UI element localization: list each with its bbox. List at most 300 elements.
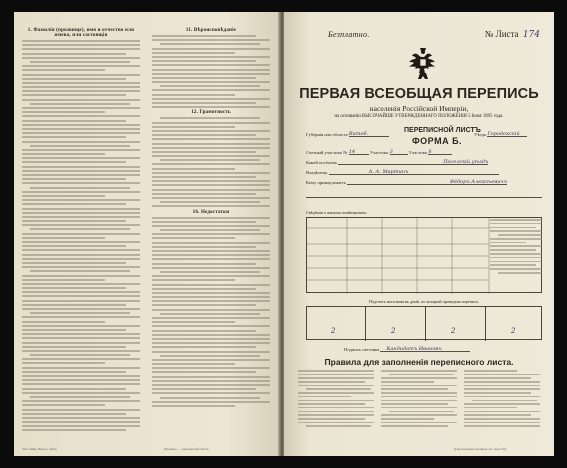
text-line (152, 367, 270, 369)
text-line (381, 407, 457, 409)
text-line (22, 82, 140, 84)
text-line (306, 425, 371, 427)
right-page (284, 12, 554, 456)
text-line (160, 355, 260, 357)
rules-column-3 (464, 370, 540, 429)
text-line (152, 106, 270, 108)
text-line (464, 411, 540, 413)
province-label: Губернія или область (306, 132, 348, 137)
text-line (298, 422, 374, 424)
count-divider (365, 307, 366, 341)
text-line (381, 392, 457, 394)
text-line (152, 205, 270, 207)
text-line (381, 425, 448, 427)
rules-column-1 (298, 370, 374, 429)
text-line (152, 250, 270, 252)
province-value: Витеб. (348, 131, 369, 137)
text-line (152, 359, 270, 361)
text-line (22, 90, 140, 92)
free-stamp: Безплатно. (328, 30, 370, 39)
sheet-number (485, 29, 540, 40)
text-line (152, 309, 270, 311)
text-line (22, 128, 140, 130)
text-line (152, 279, 235, 281)
text-line (30, 270, 130, 272)
text-line (152, 292, 270, 294)
text-line (22, 153, 105, 155)
text-line (152, 401, 270, 403)
text-line (22, 275, 140, 277)
text-line (22, 249, 140, 251)
text-line (160, 159, 260, 161)
text-line (22, 262, 126, 264)
text-line (152, 225, 270, 227)
text-line (152, 69, 270, 71)
population-count-table (306, 306, 542, 340)
text-line (152, 246, 256, 248)
text-line (152, 134, 256, 136)
text-line (160, 271, 260, 273)
counter-label: Счетный участокъ № (306, 150, 348, 155)
text-line (152, 296, 270, 298)
text-line (22, 157, 140, 159)
col2-heading-b: 12. Грамотность (191, 110, 231, 116)
text-line (152, 392, 270, 394)
text-line (490, 227, 536, 229)
text-line (464, 374, 540, 376)
text-line (22, 78, 126, 80)
text-line (22, 166, 140, 168)
text-line (464, 422, 540, 424)
text-line (22, 329, 126, 331)
text-line (152, 81, 270, 83)
text-line (22, 379, 140, 381)
text-line (464, 377, 531, 379)
text-line (160, 313, 260, 315)
text-line (22, 57, 140, 59)
text-line (22, 170, 140, 172)
text-line (22, 337, 140, 339)
text-line (22, 120, 126, 122)
text-line (152, 233, 270, 235)
text-line (160, 117, 260, 119)
text-line (22, 124, 140, 126)
text-line (22, 107, 140, 109)
text-line (22, 161, 126, 163)
text-line (22, 65, 140, 67)
text-line (389, 374, 454, 376)
rules-title: Правила для заполненія переписного листа. (324, 357, 514, 367)
text-line (490, 257, 542, 259)
text-line (22, 149, 140, 151)
text-line (298, 403, 365, 405)
text-line (152, 180, 270, 182)
left-footer-right: Правила — переписной листъ (164, 447, 209, 451)
text-line (22, 195, 105, 197)
text-line (22, 53, 126, 55)
text-line (152, 217, 270, 219)
signature-value: Кандидатъ Ивановъ (386, 346, 442, 352)
text-line (30, 61, 130, 63)
text-line (152, 351, 270, 353)
text-line (298, 414, 374, 416)
text-line (490, 261, 542, 263)
text-line (490, 230, 542, 232)
imperial-eagle-icon (406, 46, 440, 82)
text-line (152, 263, 256, 265)
text-line (381, 403, 448, 405)
text-line (152, 325, 270, 327)
text-line (381, 396, 457, 398)
text-line (152, 384, 270, 386)
form-filler-lines (306, 192, 542, 198)
precinct-value: 8 (428, 149, 432, 155)
text-line (152, 184, 270, 186)
instruction-box (490, 219, 542, 289)
text-line (30, 354, 130, 356)
text-line (381, 370, 457, 372)
district-value: Городокскій (487, 131, 520, 137)
text-line (152, 126, 235, 128)
text-line (381, 388, 448, 390)
text-line (152, 35, 256, 37)
district-label: Уѣздъ (474, 132, 487, 137)
text-line (152, 48, 270, 50)
text-line (22, 342, 140, 344)
text-line (152, 172, 270, 174)
form-letter: ФОРМА Б. (412, 136, 463, 146)
text-line (22, 99, 140, 101)
count-divider (425, 307, 426, 341)
text-line (22, 367, 140, 369)
counter-value: 14 (348, 149, 356, 155)
text-line (152, 64, 270, 66)
signature-label: Подпись счетчика (344, 347, 380, 352)
count-value: 2 (511, 327, 516, 335)
text-line (472, 400, 537, 402)
text-line (152, 330, 256, 332)
text-line (152, 197, 270, 199)
text-line (22, 241, 140, 243)
text-line (298, 377, 374, 379)
sheet-label: № Листа (484, 29, 519, 39)
text-line (22, 174, 140, 176)
text-line (22, 295, 140, 297)
district-row (474, 131, 527, 137)
text-line (152, 77, 256, 79)
text-line (490, 268, 542, 270)
text-line (22, 308, 140, 310)
text-line (22, 287, 126, 289)
text-line (152, 151, 256, 153)
province-row (306, 131, 389, 137)
text-line (152, 98, 270, 100)
counter2-value: 3 (389, 149, 393, 155)
text-line (152, 130, 270, 132)
text-line (160, 229, 260, 231)
text-line (22, 400, 140, 402)
text-line (30, 187, 130, 189)
text-line (152, 346, 256, 348)
text-line (152, 89, 270, 91)
text-line (22, 392, 140, 394)
text-line (152, 73, 270, 75)
settlement-value: Поселскій уѣздъ (443, 159, 489, 165)
rules-column-2 (381, 370, 457, 429)
text-line (152, 94, 235, 96)
text-line (464, 425, 540, 427)
owner-row (306, 169, 499, 175)
text-line (152, 380, 270, 382)
text-line (152, 258, 270, 260)
text-line (22, 178, 126, 180)
text-line (152, 342, 270, 344)
text-line (22, 413, 126, 415)
text-line (30, 396, 130, 398)
text-line (152, 193, 256, 195)
text-line (490, 238, 542, 240)
left-footer-left: Тип. Мин. Внутр. Дѣлъ (22, 447, 58, 451)
text-line (22, 346, 126, 348)
text-line (22, 304, 126, 306)
text-line (490, 264, 536, 266)
text-line (22, 74, 140, 76)
text-line (464, 403, 540, 405)
text-line (30, 103, 130, 105)
text-line (152, 155, 270, 157)
document-spread (14, 12, 554, 456)
text-line (152, 176, 256, 178)
text-line (464, 392, 531, 394)
counter-row (306, 149, 452, 155)
text-line (464, 414, 531, 416)
text-line (152, 39, 270, 41)
text-line (389, 411, 454, 413)
text-line (22, 279, 105, 281)
text-line (152, 288, 256, 290)
right-footer: (Продолженіе правилъ на оборотѣ) (454, 447, 507, 451)
text-line (298, 374, 374, 376)
text-line (152, 143, 270, 145)
text-line (152, 371, 256, 373)
text-line (490, 223, 542, 225)
text-line (152, 189, 270, 191)
text-line (22, 94, 126, 96)
enumerator-row (306, 179, 507, 185)
text-line (152, 138, 270, 140)
text-line (306, 388, 371, 390)
text-line (22, 44, 140, 46)
text-line (381, 377, 457, 379)
text-line (490, 253, 542, 255)
text-line (22, 375, 140, 377)
text-line (22, 258, 140, 260)
count-value: 2 (451, 327, 456, 335)
text-line (22, 141, 140, 143)
text-line (22, 333, 140, 335)
text-line (152, 221, 256, 223)
text-line (381, 414, 457, 416)
text-line (152, 242, 270, 244)
text-line (22, 48, 140, 50)
count-value: 2 (331, 327, 336, 335)
left-column-2 (152, 26, 270, 409)
count-divider (485, 307, 486, 341)
precinct-label: Участокъ (408, 150, 428, 155)
housing-table-caption: Свѣдѣнія о жилыхъ помѣщеніяхъ: (306, 210, 368, 215)
text-line (152, 405, 235, 407)
text-line (22, 237, 105, 239)
text-line (22, 69, 105, 71)
enumerator-label: Кому принадлежитъ (306, 180, 346, 185)
counter2-label: Участокъ (369, 150, 389, 155)
text-line (22, 404, 105, 406)
text-line (22, 254, 140, 256)
text-line (152, 102, 256, 104)
census-title: ПЕРВАЯ ВСЕОБЩАЯ ПЕРЕПИСЬ (299, 86, 539, 102)
text-line (22, 86, 140, 88)
count-caption: Подсчетъ населенія въ домѣ, по который проведена перепись. (368, 299, 480, 304)
text-line (490, 249, 536, 251)
text-line (22, 266, 140, 268)
text-line (464, 396, 540, 398)
settlement-label: Какой посёлокъ (306, 160, 338, 165)
text-line (22, 362, 105, 364)
text-line (22, 224, 140, 226)
text-line (22, 199, 140, 201)
text-line (22, 182, 140, 184)
text-line (490, 242, 526, 244)
text-line (152, 122, 270, 124)
text-line (152, 237, 235, 239)
text-line (152, 254, 270, 256)
text-line (464, 418, 540, 420)
text-line (22, 350, 140, 352)
owner-value: А. А. Мартинъ (368, 169, 409, 175)
text-line (152, 388, 256, 390)
enumerator-value: Фёдоръ Алексѣевичъ (449, 179, 507, 185)
text-line (22, 40, 140, 42)
form-heading: ПЕРЕПИСНОЙ ЛИСТЪ (404, 127, 481, 134)
count-value: 2 (391, 327, 396, 335)
text-line (160, 397, 260, 399)
text-line (22, 316, 140, 318)
text-line (152, 275, 270, 277)
text-line (381, 422, 457, 424)
text-line (160, 43, 260, 45)
text-line (22, 245, 126, 247)
text-line (298, 370, 374, 372)
text-line (22, 421, 140, 423)
col1-heading: 1. Фамилія (прозвище), имя и отчество или имена, или состоящія (27, 28, 135, 38)
text-line (381, 418, 434, 420)
left-page (14, 12, 280, 456)
text-line (152, 284, 270, 286)
text-line (22, 417, 140, 419)
text-line (298, 411, 374, 413)
text-line (22, 300, 140, 302)
text-line (152, 168, 235, 170)
text-line (22, 212, 140, 214)
text-line (30, 228, 130, 230)
census-subtitle: населенія Россійской Имперіи, (369, 104, 469, 113)
text-line (298, 385, 374, 387)
text-line (464, 385, 540, 387)
text-line (152, 338, 270, 340)
text-line (152, 52, 235, 54)
text-line (298, 381, 365, 383)
text-line (22, 191, 140, 193)
text-line (22, 233, 140, 235)
text-line (22, 358, 140, 360)
text-line (22, 115, 140, 117)
text-line (498, 234, 542, 236)
col2-heading-a: 11. Вѣроисповѣданіе (185, 28, 237, 33)
text-line (22, 371, 126, 373)
left-column-1 (22, 26, 140, 434)
text-line (152, 267, 270, 269)
text-line (298, 407, 374, 409)
text-line (298, 396, 351, 398)
text-line (464, 381, 540, 383)
text-line (464, 388, 540, 390)
signature-row (344, 346, 470, 352)
text-line (298, 400, 374, 402)
text-line (298, 418, 365, 420)
text-line (490, 219, 542, 221)
text-line (22, 291, 140, 293)
text-line (381, 400, 457, 402)
text-line (22, 208, 140, 210)
text-line (160, 85, 260, 87)
text-line (152, 163, 270, 165)
text-line (298, 392, 374, 394)
text-line (22, 425, 140, 427)
text-line (30, 145, 130, 147)
text-line (381, 385, 457, 387)
text-line (152, 334, 270, 336)
text-line (152, 56, 270, 58)
text-line (152, 304, 256, 306)
text-line (30, 312, 130, 314)
settlement-row (306, 159, 488, 165)
decree-line: на основаніи ВЫСОЧАЙШЕ УТВЕРЖДЕННАГО ПОЛОЖЕНІЯ 5 Іюня 1895 года. (334, 114, 504, 119)
text-line (22, 111, 105, 113)
text-line (22, 220, 126, 222)
text-line (152, 321, 235, 323)
text-line (464, 407, 517, 409)
text-line (22, 321, 105, 323)
text-line (22, 283, 140, 285)
text-line (152, 60, 256, 62)
text-line (152, 363, 235, 365)
text-line (22, 136, 126, 138)
text-line (152, 317, 270, 319)
text-line (160, 201, 260, 203)
text-line (22, 132, 140, 134)
text-line (22, 429, 126, 431)
text-line (22, 325, 140, 327)
text-line (381, 381, 434, 383)
text-line (152, 300, 270, 302)
text-line (490, 245, 542, 247)
text-line (498, 272, 542, 274)
text-line (464, 370, 517, 372)
text-line (22, 216, 140, 218)
col2-heading-c: 16. Недостатки (192, 209, 230, 215)
text-line (152, 147, 270, 149)
owner-label: Владѣлецъ (306, 170, 328, 175)
